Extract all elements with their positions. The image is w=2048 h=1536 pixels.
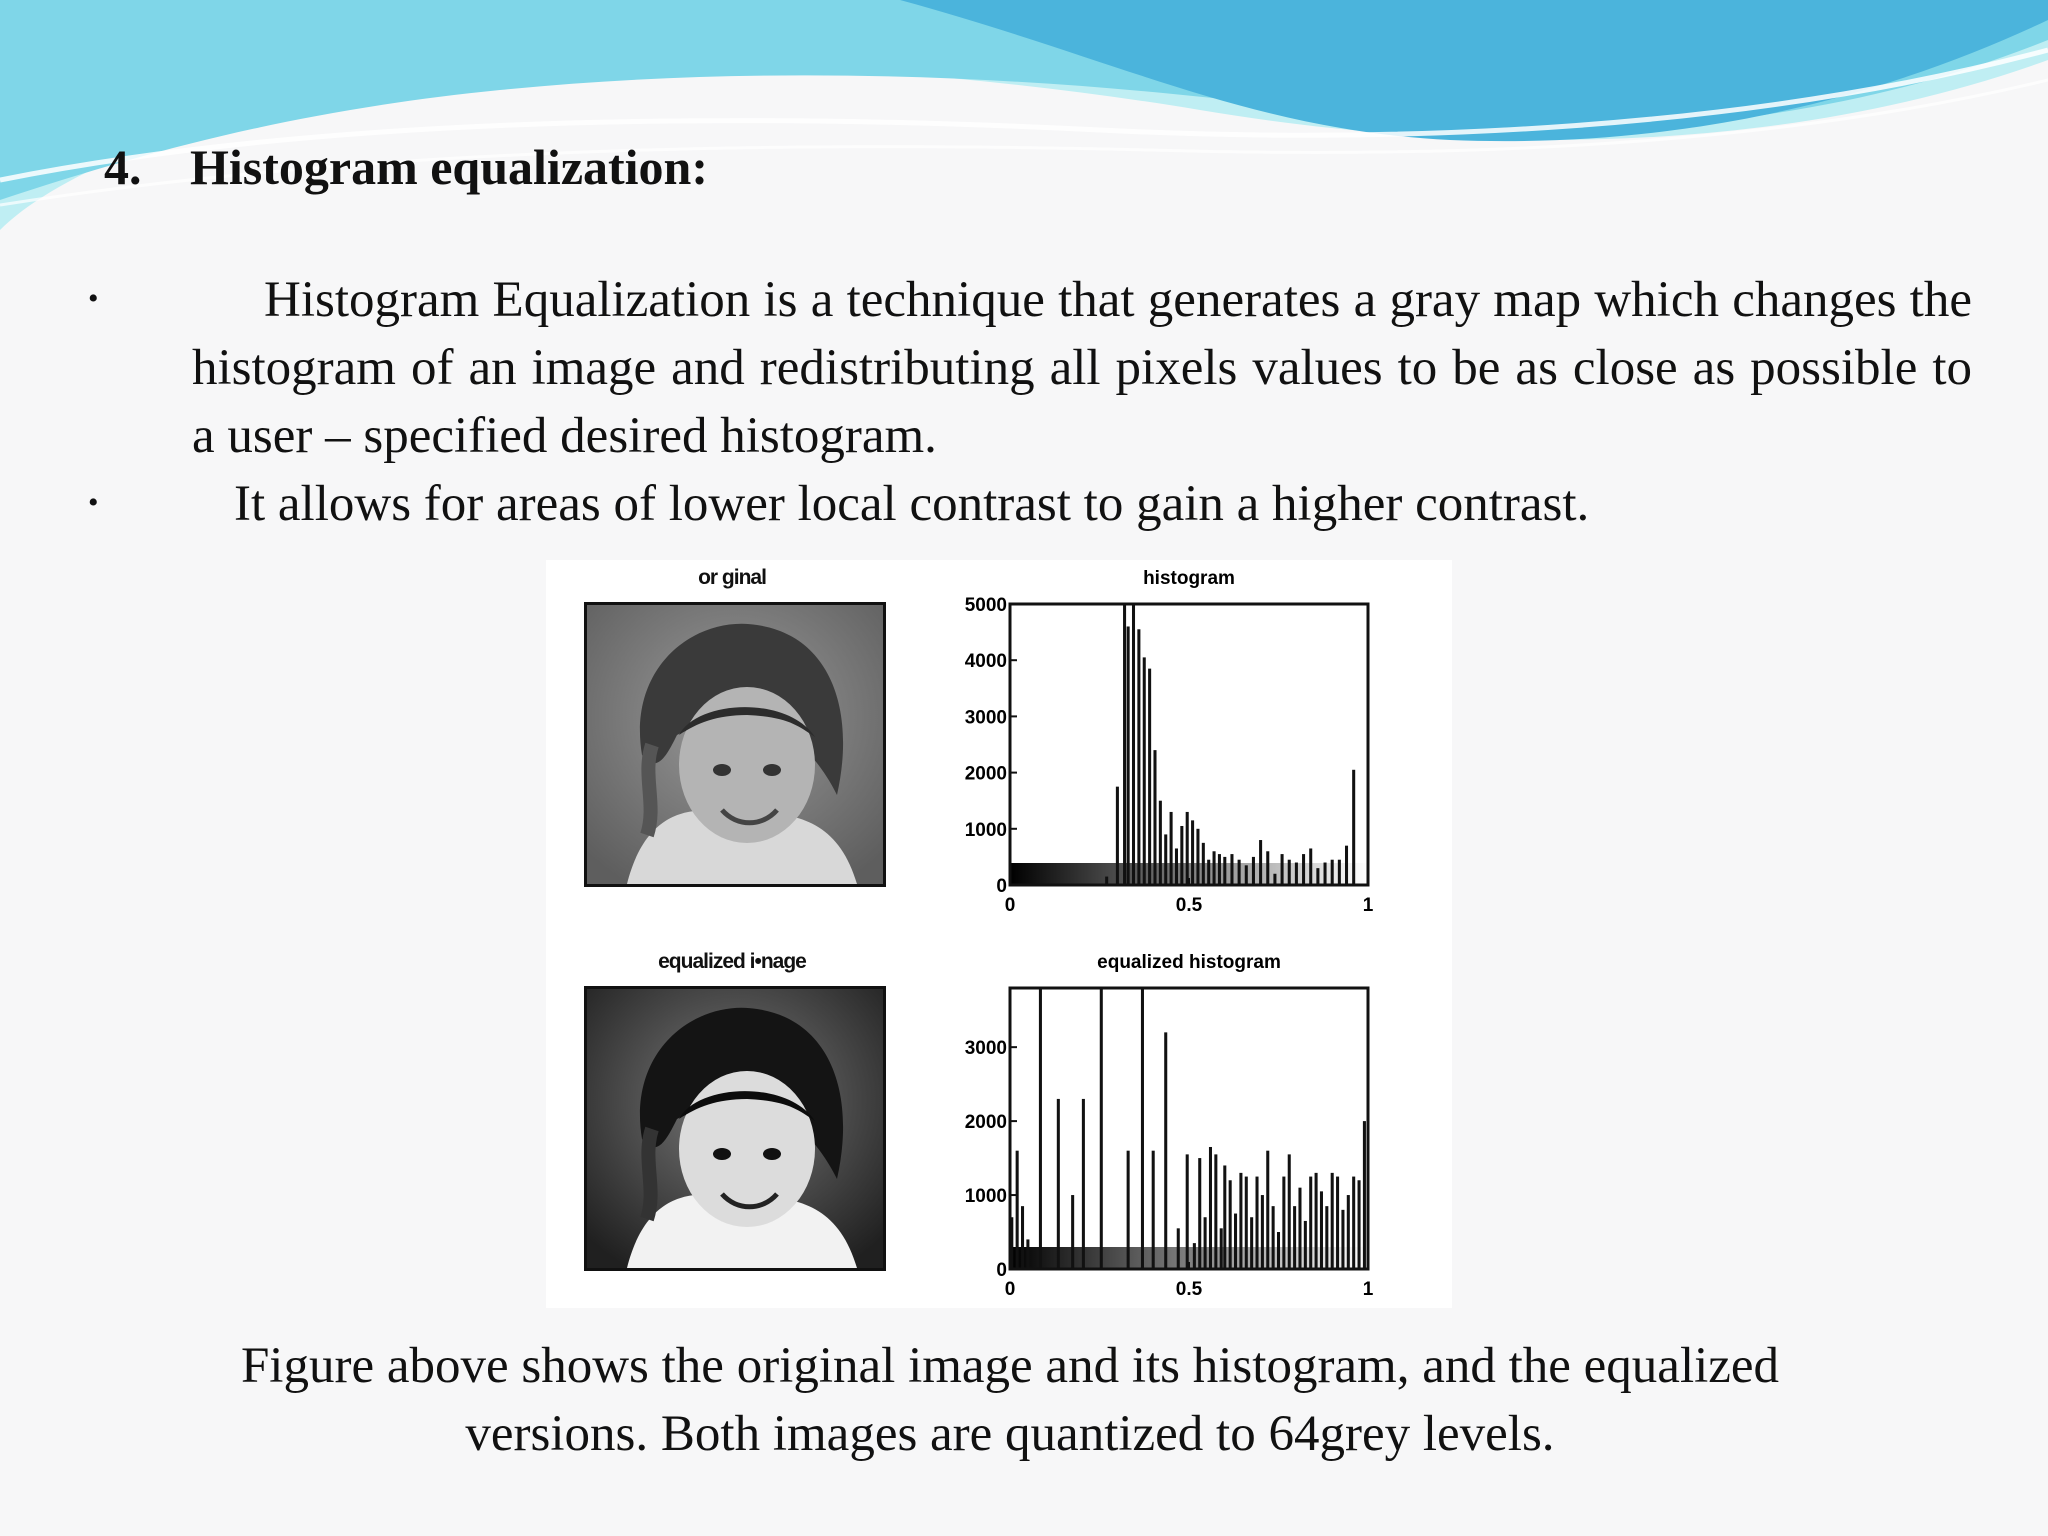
- histogram-bar: [1204, 1217, 1207, 1269]
- histogram-bar: [1152, 1151, 1155, 1269]
- histogram-bar: [1230, 854, 1233, 885]
- y-tick-label: 1000: [964, 1186, 1007, 1208]
- histogram-bar: [1223, 1165, 1226, 1269]
- histogram-bar: [1259, 840, 1262, 885]
- histogram-bar: [1315, 1173, 1318, 1269]
- histogram-bar: [1193, 1243, 1196, 1269]
- histogram-bar: [1164, 1032, 1167, 1269]
- histogram-bar: [1220, 1228, 1223, 1269]
- histogram-bar: [1123, 604, 1126, 885]
- histogram-bar: [1039, 988, 1042, 1269]
- header-wave-decoration: [0, 0, 2048, 240]
- y-tick-label: 2000: [964, 763, 1007, 785]
- histogram-bar: [1304, 1221, 1307, 1269]
- y-tick-label: 0: [996, 876, 1007, 897]
- histogram-bar: [1143, 657, 1146, 885]
- histogram-bar: [1127, 626, 1130, 885]
- histogram-bar: [1148, 669, 1151, 885]
- histogram-bar: [1358, 1180, 1361, 1269]
- histogram-bar: [1186, 812, 1189, 885]
- histogram-bar: [1252, 857, 1255, 885]
- histogram-bar: [1127, 1151, 1130, 1269]
- histogram-bar: [1245, 1177, 1248, 1269]
- equalized-photo: [584, 986, 886, 1271]
- histogram-bar: [1100, 988, 1103, 1269]
- histogram-bar: [1325, 1206, 1328, 1269]
- x-tick-label: 0: [1004, 895, 1016, 916]
- histogram-bar: [1213, 851, 1216, 885]
- histogram-bar: [1324, 863, 1327, 885]
- plot-frame: [1010, 604, 1368, 885]
- histogram-bar: [1316, 868, 1319, 885]
- histogram-bar: [1116, 787, 1119, 885]
- x-tick-label: 1: [1362, 1279, 1374, 1300]
- y-tick-label: 2000: [964, 1112, 1007, 1134]
- y-tick-label: 3000: [964, 1038, 1007, 1060]
- histogram-bar: [1293, 1206, 1296, 1269]
- histogram-bar: [1180, 826, 1183, 885]
- histogram-bar: [1266, 851, 1269, 885]
- histogram-bar: [1026, 1239, 1029, 1269]
- histogram-bar: [1234, 1214, 1237, 1269]
- chart-title: histogram: [1143, 568, 1235, 589]
- histogram-bar: [1186, 1154, 1189, 1269]
- histogram-bar: [1170, 812, 1173, 885]
- plot-frame: [1010, 988, 1368, 1269]
- histogram-bar: [1082, 1099, 1085, 1269]
- histogram-bar: [1288, 1154, 1291, 1269]
- y-tick-label: 4000: [964, 651, 1007, 673]
- x-tick-label: 1: [1362, 895, 1374, 916]
- histogram-bar: [1341, 1210, 1344, 1269]
- histogram-bar: [1071, 1195, 1074, 1269]
- x-tick-label: 0: [1004, 1279, 1016, 1300]
- histogram-bar: [1016, 1151, 1019, 1269]
- histogram-bar: [1309, 848, 1312, 885]
- original-photo: [584, 602, 886, 887]
- histogram-bar: [1159, 801, 1162, 885]
- histogram-bar: [1273, 874, 1276, 885]
- histogram-bar: [1198, 1158, 1201, 1269]
- figure-caption-line-1: Figure above shows the original image and its histogram, and the equalized: [240, 1338, 1780, 1394]
- histogram-bar: [1255, 1177, 1258, 1269]
- histogram-bar: [1336, 1177, 1339, 1269]
- title-text: Histogram equalization:: [190, 139, 709, 195]
- histogram-bar: [1288, 860, 1291, 885]
- y-tick-label: 5000: [964, 595, 1007, 616]
- histogram-bar: [1309, 1177, 1312, 1269]
- histogram-bar: [1209, 1147, 1212, 1269]
- original-image-label: or ginal: [698, 566, 766, 589]
- figure-caption-line-2: versions. Both images are quantized to 64grey levels.: [465, 1406, 1555, 1462]
- y-tick-label: 0: [996, 1260, 1007, 1281]
- histogram-bar: [1272, 1206, 1275, 1269]
- y-tick-label: 3000: [964, 707, 1007, 729]
- x-tick-label: 0.5: [1175, 895, 1203, 916]
- histogram-bar: [1331, 1173, 1334, 1269]
- histogram-bar: [1277, 1232, 1280, 1269]
- histogram-bar: [1245, 865, 1248, 885]
- histogram-figure: [546, 560, 1452, 1308]
- histogram-bar: [1229, 1180, 1232, 1269]
- equalized-histogram-chart: [936, 944, 1376, 1304]
- histogram-bar: [1295, 863, 1298, 885]
- y-tick-label: 1000: [964, 819, 1007, 841]
- histogram-bar: [1021, 1206, 1024, 1269]
- histogram-bar: [1196, 829, 1199, 885]
- histogram-bar: [1302, 854, 1305, 885]
- histogram-bar: [1141, 988, 1144, 1269]
- equalized-image-label: equalized i•nage: [658, 950, 806, 973]
- histogram-bar: [1218, 854, 1221, 885]
- histogram-bar: [1331, 860, 1334, 885]
- histogram-bar: [1261, 1195, 1264, 1269]
- histogram-bar: [1057, 1099, 1060, 1269]
- histogram-bar: [1281, 854, 1284, 885]
- histogram-bar: [1320, 1191, 1323, 1269]
- histogram-bar: [1164, 834, 1167, 885]
- histogram-bar: [1352, 770, 1355, 885]
- histogram-bar: [1347, 1195, 1350, 1269]
- slide-title: [104, 138, 708, 196]
- chart-title: equalized histogram: [1097, 952, 1281, 973]
- title-number: 4.: [104, 139, 142, 195]
- histogram-bar: [1338, 860, 1341, 885]
- histogram-bar: [1266, 1151, 1269, 1269]
- histogram-bar: [1238, 860, 1241, 885]
- girl-portrait-equalized-photo-icon: [587, 989, 883, 1268]
- histogram-bar: [1175, 848, 1178, 885]
- x-tick-label: 0.5: [1175, 1279, 1203, 1300]
- histogram-bar: [1153, 750, 1156, 885]
- histogram-bar: [1282, 1177, 1285, 1269]
- histogram-bar: [1132, 604, 1135, 885]
- histogram-bar: [1345, 846, 1348, 885]
- histogram-bar: [1207, 860, 1210, 885]
- histogram-bar: [1352, 1177, 1355, 1269]
- histogram-bar: [1363, 1121, 1366, 1269]
- girl-portrait-photo-icon: [587, 605, 883, 884]
- bullet-text-1: Histogram Equalization is a technique that generates a gray map which changes the histogram of an image and redistributing all pixels values to be as close as possible to a user – specified desired histogram.: [192, 272, 1972, 464]
- bullet-text-2: It allows for areas of lower local contrast to gain a higher contrast.: [234, 476, 1590, 532]
- bullet-marker-2: •: [88, 486, 99, 519]
- histogram-bar: [1202, 843, 1205, 885]
- original-histogram-chart: [936, 560, 1376, 920]
- histogram-bar: [1137, 629, 1140, 885]
- histogram-bar: [1250, 1217, 1253, 1269]
- bullet-marker-1: •: [88, 282, 99, 315]
- histogram-bar: [1191, 820, 1194, 885]
- histogram-bar: [1239, 1173, 1242, 1269]
- histogram-bar: [1298, 1188, 1301, 1269]
- histogram-bar: [1177, 1228, 1180, 1269]
- histogram-bar: [1223, 857, 1226, 885]
- histogram-bar: [1214, 1154, 1217, 1269]
